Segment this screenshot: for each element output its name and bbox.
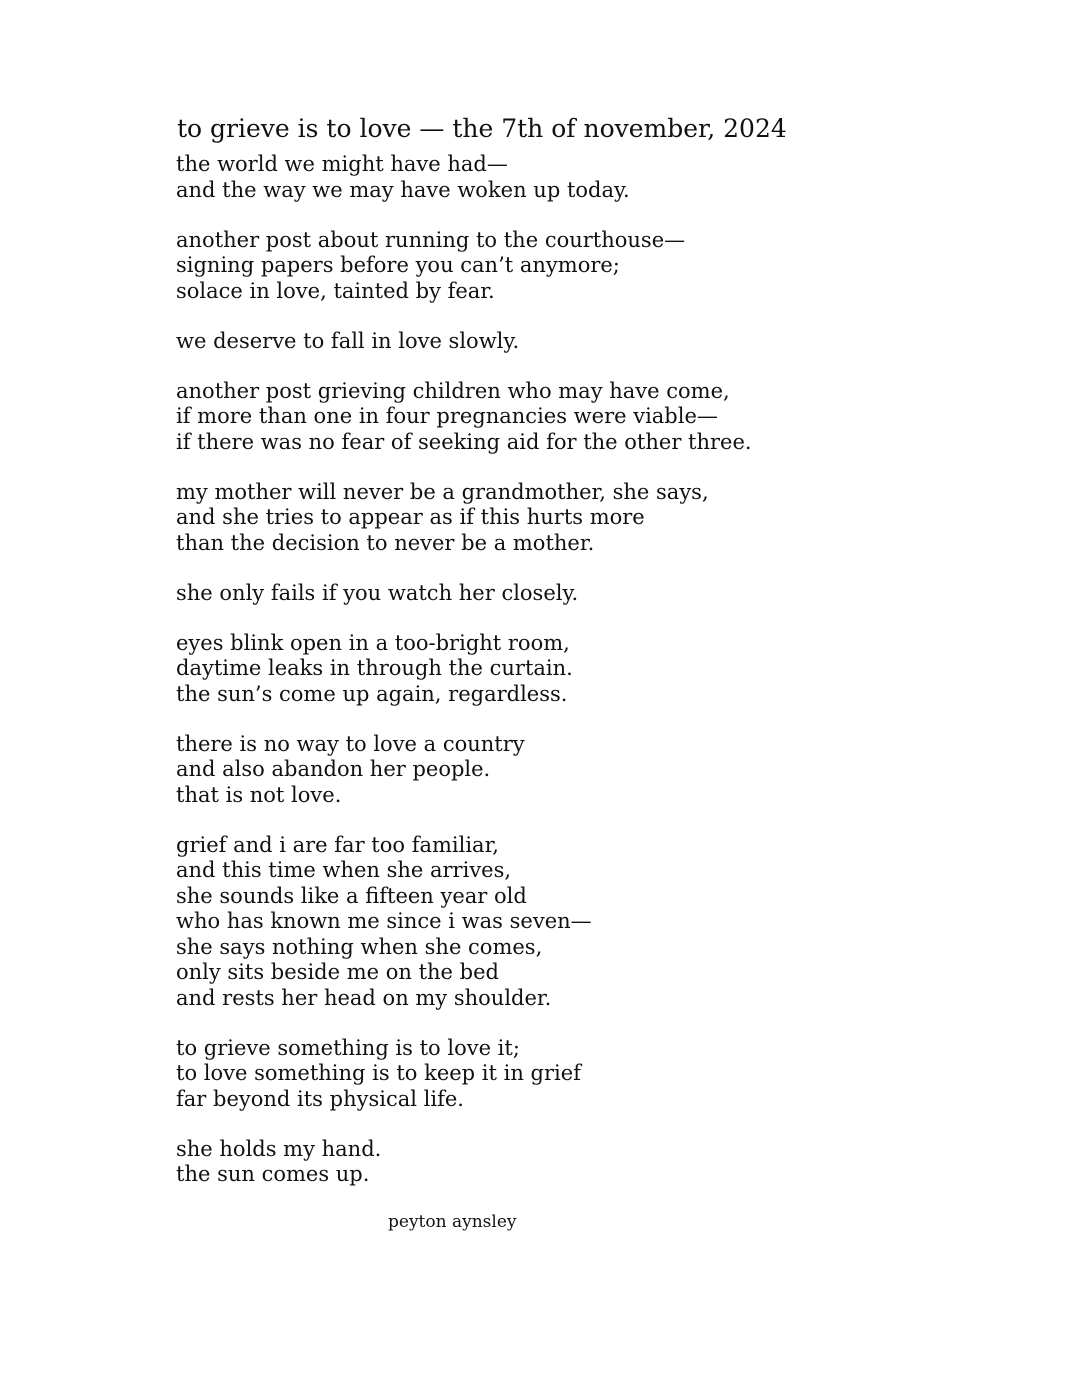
poem-line: we deserve to fall in love slowly. — [176, 328, 520, 353]
poem-body — [176, 152, 996, 1212]
stanza — [176, 833, 996, 1012]
poem-line: far beyond its physical life. — [176, 1086, 464, 1111]
poem-line: only sits beside me on the bed — [176, 960, 499, 984]
poem-line: and rests her head on my shoulder. — [176, 985, 552, 1010]
poem-line: solace in love, tainted by fear. — [176, 278, 495, 303]
poem-line: and this time when she arrives, — [176, 858, 512, 882]
stanza — [176, 631, 996, 708]
poem-line: who has known me since i was seven— — [176, 909, 592, 933]
poem-line: than the decision to never be a mother. — [176, 530, 595, 555]
poem-line: another post grieving children who may have come, — [176, 378, 730, 403]
poem-line: she holds my hand. — [176, 1136, 382, 1161]
poem-line: if there was no fear of seeking aid for the other three. — [176, 429, 752, 454]
poem-line: and also abandon her people. — [176, 757, 491, 781]
poem-title: to grieve is to love — the 7th of november, 2024 — [177, 114, 787, 143]
stanza — [176, 480, 996, 557]
stanza — [176, 581, 996, 607]
poem-line: if more than one in four pregnancies were viable— — [176, 404, 718, 428]
stanza — [176, 379, 996, 456]
poem-line: grief and i are far too familiar, — [176, 832, 499, 857]
stanza — [176, 732, 996, 809]
poem-line: the world we might have had— — [176, 152, 508, 176]
poem-line: she only fails if you watch her closely. — [176, 580, 579, 605]
author-signature: peyton aynsley — [388, 1212, 517, 1232]
poem-line: my mother will never be a grandmother, she says, — [176, 479, 709, 504]
poem-line: there is no way to love a country — [176, 731, 525, 756]
stanza — [176, 152, 996, 203]
stanza — [176, 329, 996, 355]
poem-line: signing papers before you can’t anymore; — [176, 253, 620, 277]
poem-line: the sun’s come up again, regardless. — [176, 681, 568, 706]
poem-line: another post about running to the courthouse— — [176, 227, 686, 252]
stanza — [176, 1036, 996, 1113]
poem-line: she says nothing when she comes, — [176, 934, 543, 959]
stanza — [176, 1137, 996, 1188]
poem-line: to love something is to keep it in grief — [176, 1061, 581, 1085]
poem-line: and she tries to appear as if this hurts more — [176, 505, 645, 529]
poem-line: daytime leaks in through the curtain. — [176, 656, 573, 680]
poem-line: she sounds like a fifteen year old — [176, 883, 527, 908]
poem-line: to grieve something is to love it; — [176, 1035, 520, 1060]
poem-line: the sun comes up. — [176, 1162, 370, 1186]
poem-line: and the way we may have woken up today. — [176, 177, 630, 202]
stanza — [176, 228, 996, 305]
poem-line: eyes blink open in a too-bright room, — [176, 630, 570, 655]
poem-line: that is not love. — [176, 782, 342, 807]
